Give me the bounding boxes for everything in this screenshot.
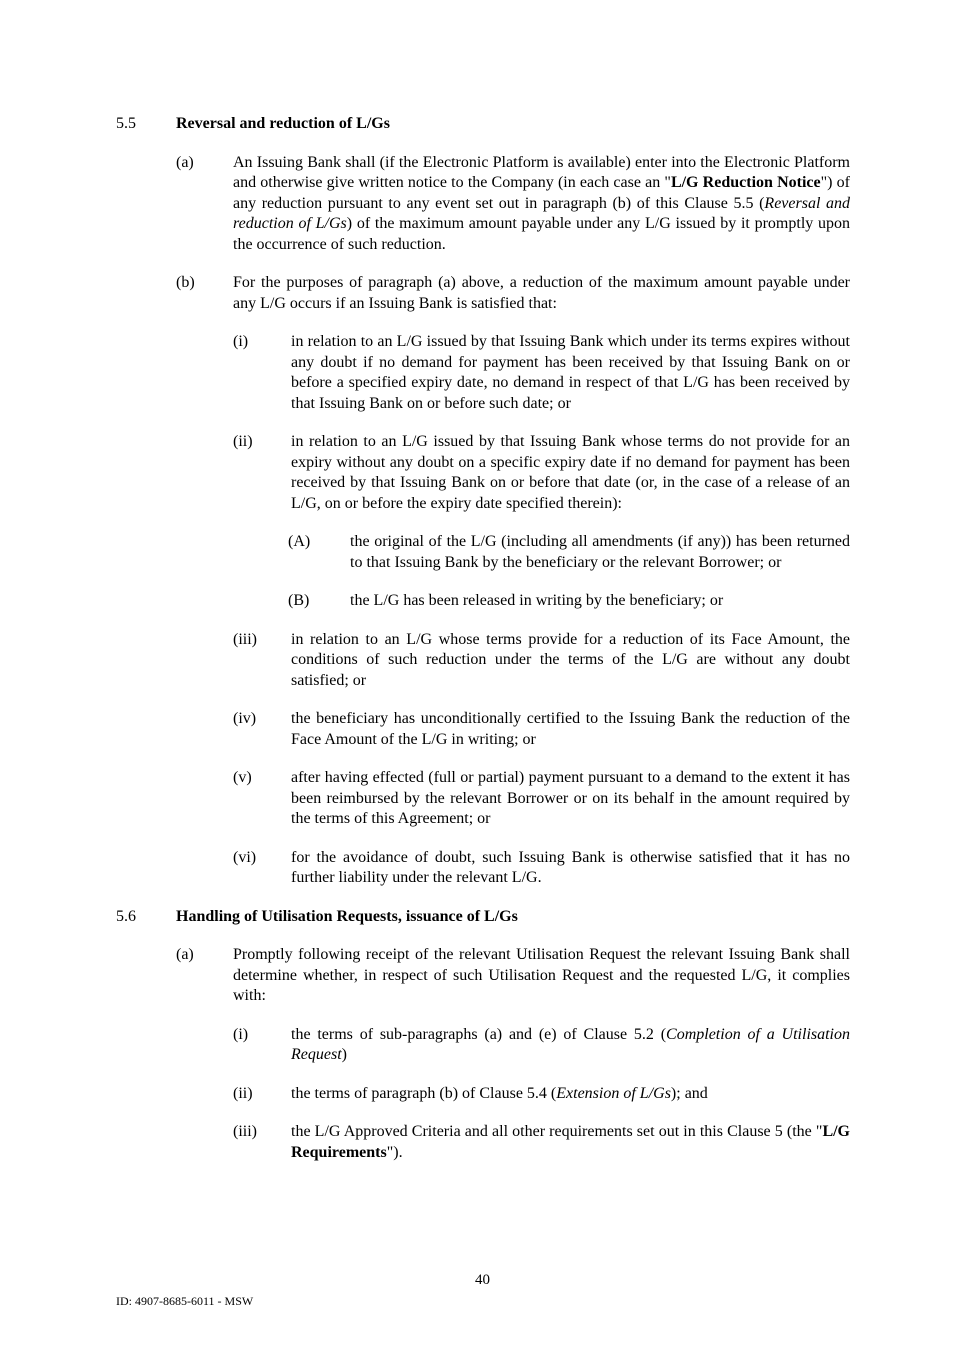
clause-label: (vi)	[233, 848, 257, 866]
text-run: for the avoidance of doubt, such Issuing Bank is otherwise satisfied that it has no further liability under the relevant L/G.	[291, 848, 850, 886]
clause-text	[176, 114, 850, 135]
clause-label: (i)	[233, 333, 249, 350]
text-run: Completion of a Utilisation Request	[291, 1025, 851, 1063]
clause-text	[291, 768, 850, 830]
clause-paragraph	[116, 768, 850, 830]
text-run: the beneficiary has unconditionally certified to the Issuing Bank the reduction of the Face Amount of the L/G in writing; or	[291, 710, 850, 748]
document-body	[116, 114, 850, 1181]
page-number: 40	[475, 1272, 490, 1288]
text-run: ); and	[670, 1084, 708, 1102]
clause-label: (iii)	[233, 630, 257, 648]
clause-label: (iii)	[233, 1123, 257, 1140]
text-run: the original of the L/G (including all amendments (if any)) has been returned to that Issuing Bank by the beneficiary or the relevant Borrower; or	[350, 533, 850, 571]
clause-text	[291, 848, 850, 889]
text-run: Reversal and reduction of L/Gs	[176, 115, 390, 132]
clause-text	[291, 630, 850, 692]
clause-label: (i)	[233, 1025, 249, 1043]
text-run: ) of the maximum amount payable under any L/G issued by it promptly upon the occurrence of such reduction.	[233, 215, 850, 253]
clause-text	[291, 332, 850, 414]
clause-paragraph	[116, 709, 850, 750]
clause-paragraph	[116, 1122, 850, 1163]
clause-paragraph	[116, 848, 850, 889]
clause-text	[233, 153, 850, 256]
clause-label: (ii)	[233, 1084, 253, 1102]
text-run: For the purposes of paragraph (a) above, a reduction of the maximum amount payable under any L/G occurs if an Issuing Bank is satisfied that:	[233, 274, 850, 312]
section-heading	[116, 907, 850, 928]
text-run: L/G Requirements	[291, 1123, 850, 1161]
clause-text	[233, 273, 850, 314]
clause-text	[291, 709, 850, 750]
clause-paragraph	[116, 1084, 850, 1105]
clause-text	[291, 1122, 850, 1163]
clause-paragraph	[116, 332, 850, 414]
document-id-footer: ID: 4907-8685-6011 - MSW	[116, 1294, 254, 1308]
text-run: the terms of sub-paragraphs (a) and (e) of Clause 5.2 (	[291, 1025, 667, 1043]
clause-paragraph	[116, 532, 850, 573]
clause-paragraph	[116, 153, 850, 256]
text-run: in relation to an L/G issued by that Issuing Bank which under its terms expires without any doubt if no demand for payment has been received by that Issuing Bank on or before a specified expiry date, no demand in respect of that L/G has been received by that Issuing Bank on or before such date; or	[291, 333, 850, 412]
section-heading	[116, 114, 850, 135]
clause-text	[291, 1084, 850, 1105]
clause-label: (a)	[176, 946, 194, 963]
clause-paragraph	[116, 273, 850, 314]
clause-label: (A)	[288, 533, 311, 550]
clause-paragraph	[116, 1025, 850, 1066]
clause-text	[350, 591, 850, 612]
clause-label: (b)	[176, 274, 195, 291]
clause-label: 5.5	[116, 115, 136, 132]
clause-paragraph	[116, 432, 850, 514]
clause-paragraph	[116, 591, 850, 612]
clause-label: (iv)	[233, 710, 257, 727]
text-run: the L/G Approved Criteria and all other requirements set out in this Clause 5 (the "	[291, 1123, 823, 1140]
clause-text	[233, 945, 850, 1007]
text-run: L/G Reduction Notice	[670, 174, 821, 191]
clause-label: (B)	[288, 592, 310, 609]
clause-text	[291, 1025, 850, 1066]
text-run: ") of any reduction pursuant to any event set out in paragraph (b) of this Clause 5.5 (	[233, 174, 851, 212]
text-run: the L/G has been released in writing by the beneficiary; or	[350, 592, 724, 609]
clause-label: (ii)	[233, 433, 253, 450]
text-run: Promptly following receipt of the relevant Utilisation Request the relevant Issuing Bank shall determine whether, in respect of such Utilisation Request and the requested L/G, it complies with:	[233, 946, 850, 1004]
text-run: ").	[386, 1143, 403, 1161]
clause-text	[176, 907, 850, 928]
clause-label: (v)	[233, 769, 252, 786]
text-run: Reversal and reduction of L/Gs	[233, 194, 850, 232]
text-run: after having effected (full or partial) payment pursuant to a demand to the extent it has been reimbursed by the relevant Borrower or on its behalf in the amount required by the terms of this Agreement; or	[291, 769, 850, 827]
text-run: )	[341, 1046, 347, 1063]
clause-label: 5.6	[116, 907, 136, 925]
text-run: in relation to an L/G issued by that Issuing Bank whose terms do not provide for an expiry without any doubt on a specific expiry date if no demand for payment has been received by that Issuing Bank on or before that date (or, in the case of a release of an L/G, on or before the expiry date specified therein):	[291, 433, 850, 512]
text-run: Handling of Utilisation Requests, issuance of L/Gs	[176, 907, 518, 925]
text-run: Extension of L/Gs	[556, 1084, 671, 1102]
clause-text	[291, 432, 850, 514]
text-run: the terms of paragraph (b) of Clause 5.4 (	[291, 1084, 557, 1102]
clause-paragraph	[116, 945, 850, 1007]
text-run: An Issuing Bank shall (if the Electronic Platform is available) enter into the Electronic Platform and otherwise give written notice to the Company (in each case an "	[233, 153, 850, 191]
clause-label: (a)	[176, 153, 194, 171]
text-run: in relation to an L/G whose terms provide for a reduction of its Face Amount, the conditions of such reduction under the terms of the L/G are without any doubt satisfied; or	[291, 630, 850, 689]
clause-text	[350, 532, 850, 573]
clause-paragraph	[116, 630, 850, 692]
